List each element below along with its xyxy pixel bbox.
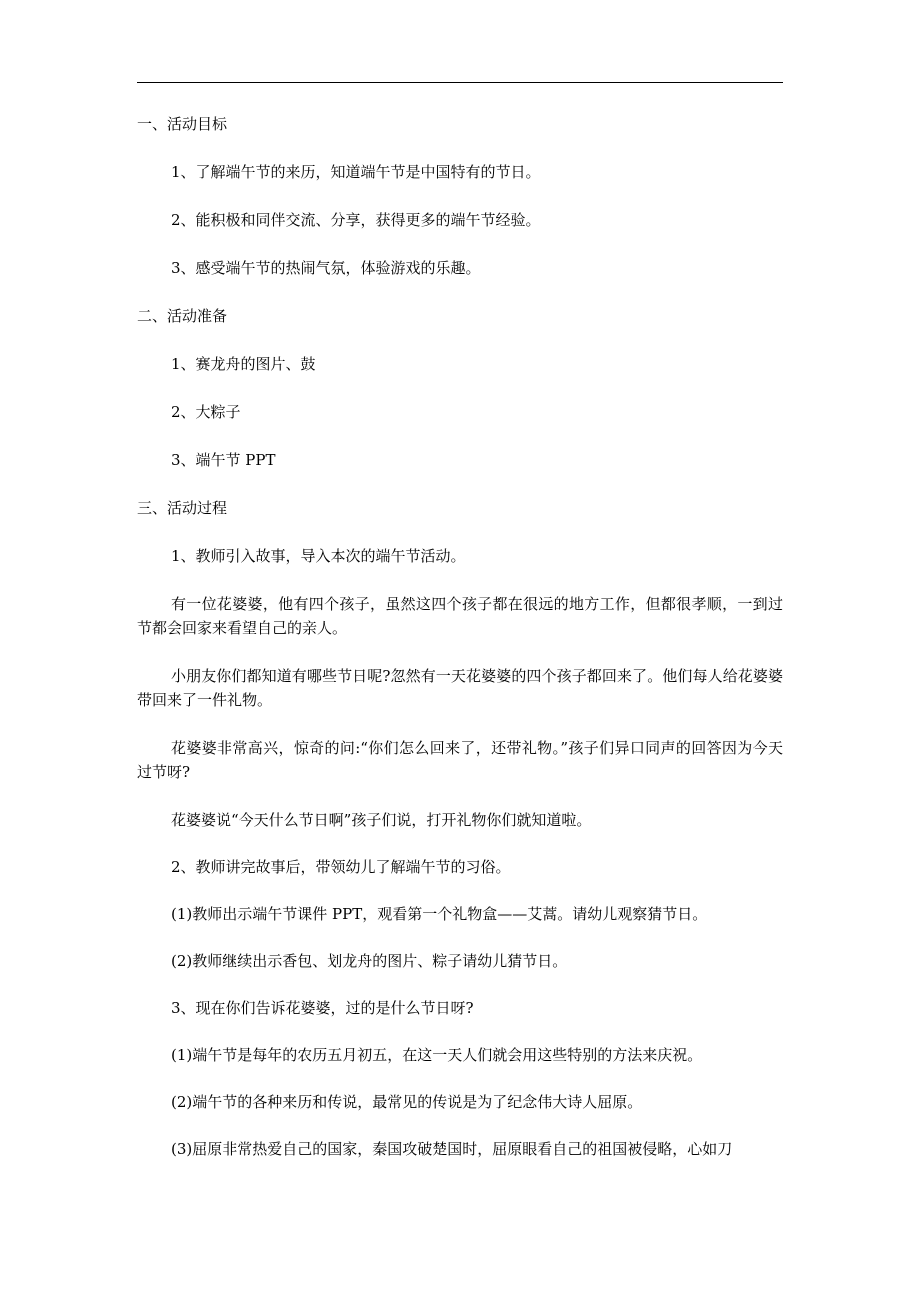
section-heading-preparation: 二、活动准备 — [137, 307, 228, 325]
process-step: (2)教师继续出示香包、划龙舟的图片、粽子请幼儿猜节日。 — [171, 952, 568, 970]
process-step: (2)端午节的各种来历和传说，最常见的传说是为了纪念伟大诗人屈原。 — [171, 1093, 643, 1111]
document-body — [137, 112, 783, 1184]
preparation-item: 2、大粽子 — [171, 403, 241, 421]
process-step: (1)教师出示端午节课件 PPT，观看第一个礼物盒——艾蒿。请幼儿观察猜节日。 — [171, 905, 708, 923]
process-step: (3)屈原非常热爱自己的国家，秦国攻破楚国时，屈原眼看自己的祖国被侵略，心如刀 — [171, 1140, 733, 1158]
goal-item: 2、能积极和同伴交流、分享，获得更多的端午节经验。 — [171, 211, 541, 229]
process-step: 1、教师引入故事，导入本次的端午节活动。 — [171, 547, 466, 565]
process-step: 花婆婆说“今天什么节日啊”孩子们说，打开礼物你们就知道啦。 — [171, 811, 592, 829]
goal-item: 1、了解端午节的来历，知道端午节是中国特有的节日。 — [171, 163, 541, 181]
process-step: (1)端午节是每年的农历五月初五，在这一天人们就会用这些特别的方法来庆祝。 — [171, 1046, 703, 1064]
section-heading-goals: 一、活动目标 — [137, 115, 228, 133]
process-step: 2、教师讲完故事后，带领幼儿了解端午节的习俗。 — [171, 858, 511, 876]
section-heading-process: 三、活动过程 — [137, 499, 228, 517]
goal-item: 3、感受端午节的热闹气氛，体验游戏的乐趣。 — [171, 259, 481, 277]
preparation-item: 3、端午节 PPT — [171, 451, 276, 469]
process-step: 3、现在你们告诉花婆婆，过的是什么节日呀? — [171, 999, 474, 1017]
header-rule — [137, 82, 783, 83]
story-paragraph: 花婆婆非常高兴，惊奇的问:“你们怎么回来了，还带礼物。”孩子们异口同声的回答因为今天过节呀? — [137, 739, 783, 781]
story-paragraph: 有一位花婆婆，他有四个孩子，虽然这四个孩子都在很远的地方工作，但都很孝顺，一到过节都会回家来看望自己的亲人。 — [137, 595, 783, 637]
preparation-item: 1、赛龙舟的图片、鼓 — [171, 355, 316, 373]
story-paragraph: 小朋友你们都知道有哪些节日呢?忽然有一天花婆婆的四个孩子都回来了。他们每人给花婆婆带回来了一件礼物。 — [137, 667, 783, 709]
